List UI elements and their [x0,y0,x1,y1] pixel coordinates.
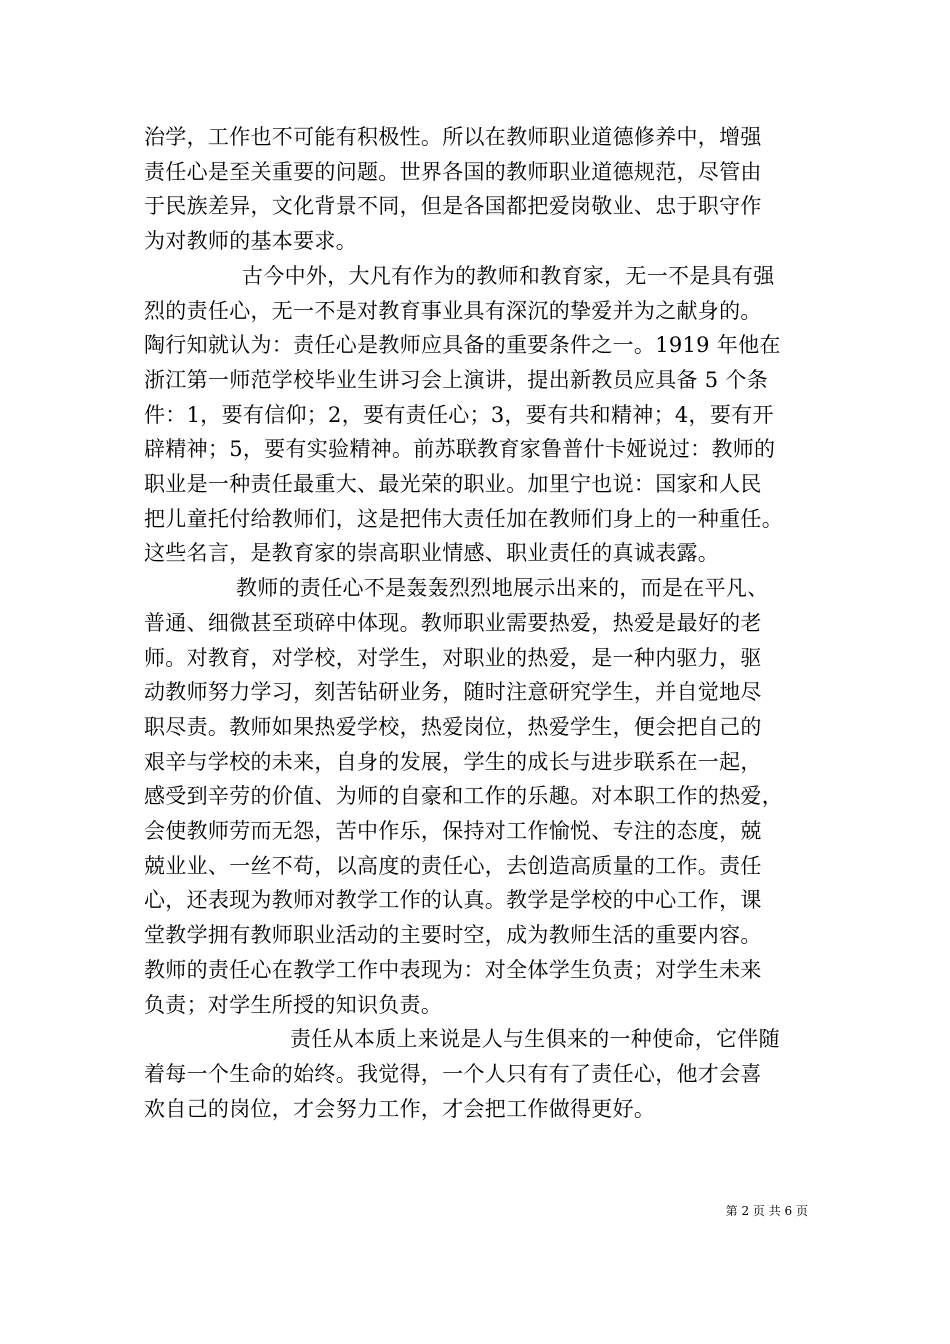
text-line: 兢业业、一丝不苟，以高度的责任心，去创造高质量的工作。责任 [144,853,762,878]
text-line: 感受到辛劳的价值、为师的自豪和工作的乐趣。对本职工作的热爱， [144,784,783,809]
text-line: 治学，工作也不可能有积极性。所以在教师职业道德修养中，增强 [144,125,762,149]
paragraph-3 [144,571,806,1022]
paragraph-4 [144,1022,806,1126]
body-text [144,120,806,1126]
text-line: 教师的责任心不是轰轰烈烈地展示出来的，而是在平凡、 [236,576,769,601]
text-line: 会使教师劳而无怨，苦中作乐，保持对工作愉悦、专注的态度，兢 [144,819,762,844]
text-line: 动教师努力学习，刻苦钻研业务，随时注意研究学生，并自觉地尽 [144,680,762,705]
text-line: 浙江第一师范学校毕业生讲习会上演讲，提出新教员应具备 5 个条 [144,367,769,392]
text-line: 欢自己的岗位，才会努力工作，才会把工作做得更好。 [144,1096,656,1121]
text-line: 职业是一种责任最重大、最光荣的职业。加里宁也说：国家和人民 [144,472,762,497]
paragraph-1 [144,120,806,259]
text-line: 烈的责任心，无一不是对教育事业具有深沉的挚爱并为之献身的。 [144,298,762,323]
text-line: 堂教学拥有教师职业活动的主要时空，成为教师生活的重要内容。 [144,923,762,948]
text-line: 这些名言，是教育家的崇高职业情感、职业责任的真诚表露。 [144,541,720,566]
text-line: 艰辛与学校的未来，自身的发展，学生的成长与进步联系在一起， [144,749,762,774]
text-line: 职尽责。教师如果热爱学校，热爱岗位，热爱学生，便会把自己的 [144,714,762,739]
text-line: 陶行知就认为：责任心是教师应具备的重要条件之一。1919 年他在 [144,333,781,358]
text-line: 着每一个生命的始终。我觉得，一个人只有有了责任心，他才会喜 [144,1061,762,1086]
text-line: 责任从本质上来说是人与生俱来的一种使命，它伴随 [290,1027,780,1052]
text-line: 普通、细微甚至琐碎中体现。教师职业需要热爱，热爱是最好的老 [144,610,762,635]
paragraph-2 [144,259,806,571]
text-line: 于民族差异，文化背景不同，但是各国都把爱岗敬业、忠于职守作 [144,194,762,219]
text-line: 责任心是至关重要的问题。世界各国的教师职业道德规范，尽管由 [144,159,762,184]
page-number: 第 2 页 共 6 页 [725,1204,808,1218]
text-line: 件：1，要有信仰；2，要有责任心；3，要有共和精神；4，要有开 [144,402,774,427]
text-line: 心，还表现为教师对教学工作的认真。教学是学校的中心工作，课 [144,888,762,913]
text-line: 师。对教育，对学校，对学生，对职业的热爱，是一种内驱力，驱 [144,645,762,670]
text-line: 教师的责任心在教学工作中表现为：对全体学生负责；对学生未来 [144,957,762,982]
text-line: 为对教师的基本要求。 [144,229,357,254]
text-line: 古今中外，大凡有作为的教师和教育家，无一不是具有强 [242,263,775,288]
text-line: 负责；对学生所授的知识负责。 [144,992,443,1017]
text-line: 把儿童托付给教师们，这是把伟大责任加在教师们身上的一种重任。 [144,506,783,531]
text-line: 辟精神；5，要有实验精神。前苏联教育家鲁普什卡娅说过：教师的 [144,437,776,462]
